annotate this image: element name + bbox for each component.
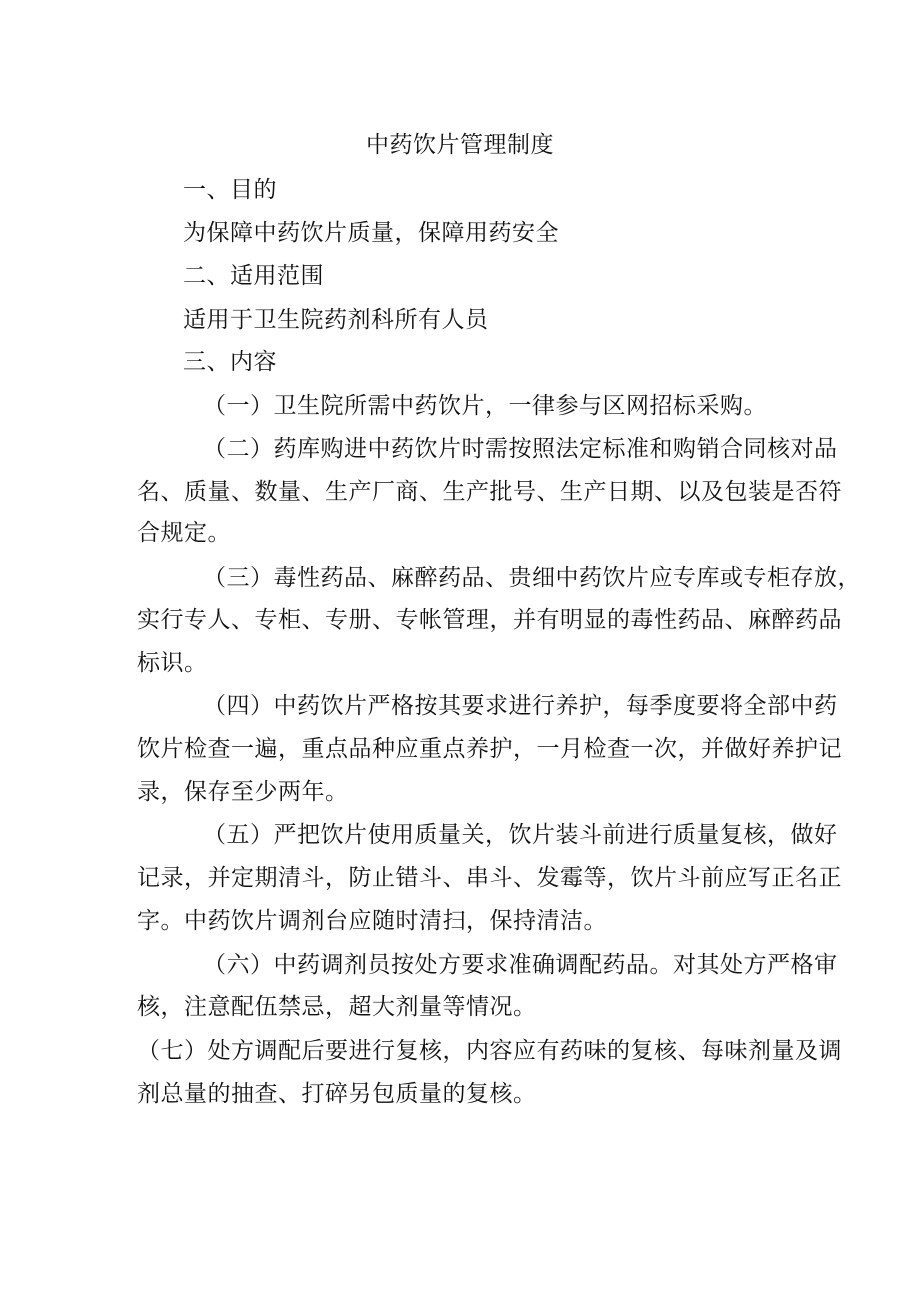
content-item-4-line-3: 录，保存至少两年。 [137,779,349,805]
content-item-7-line-2: 剂总量的抽查、打碎另包质量的复核。 [137,1081,537,1107]
section-heading-scope: 二、适用范围 [183,263,324,289]
content-item-2-line-3: 合规定。 [137,520,231,546]
content-item-5-line-1: （五）严把饮片使用质量关，饮片装斗前进行质量复核，做好 [203,822,838,848]
content-item-5-line-2: 记录，并定期清斗，防止错斗、串斗、发霉等，饮片斗前应写正名正 [137,865,842,891]
content-item-4-line-2: 饮片检查一遍，重点品种应重点养护，一月检查一次，并做好养护记 [137,736,842,762]
content-item-6-line-1: （六）中药调剂员按处方要求准确调配药品。对其处方严格审 [203,952,838,978]
content-item-1-line-1: （一）卫生院所需中药饮片，一律参与区网招标采购。 [203,393,767,419]
content-item-7-line-1: （七）处方调配后要进行复核，内容应有药味的复核、每味剂量及调 [137,1038,842,1064]
section-heading-content: 三、内容 [183,349,277,375]
content-item-3-line-3: 标识。 [137,650,208,676]
content-item-6-line-2: 核，注意配伍禁忌，超大剂量等情况。 [137,994,537,1020]
content-item-2-line-2: 名、质量、数量、生产厂商、生产批号、生产日期、以及包装是否符 [137,479,842,505]
content-item-3-line-1: （三）毒性药品、麻醉药品、贵细中药饮片应专库或专柜存放， [203,565,861,591]
section-text-scope: 适用于卫生院药剂科所有人员 [183,307,489,333]
document-title: 中药饮片管理制度 [366,132,554,158]
content-item-4-line-1: （四）中药饮片严格按其要求进行养护，每季度要将全部中药 [203,693,838,719]
content-item-2-line-1: （二）药库购进中药饮片时需按照法定标准和购销合同核对品 [203,436,838,462]
section-text-purpose: 为保障中药饮片质量，保障用药安全 [183,220,559,246]
content-item-5-line-3: 字。中药饮片调剂台应随时清扫，保持清洁。 [137,908,607,934]
content-item-3-line-2: 实行专人、专柜、专册、专帐管理，并有明显的毒性药品、麻醉药品 [137,607,842,633]
section-heading-purpose: 一、目的 [183,177,277,203]
